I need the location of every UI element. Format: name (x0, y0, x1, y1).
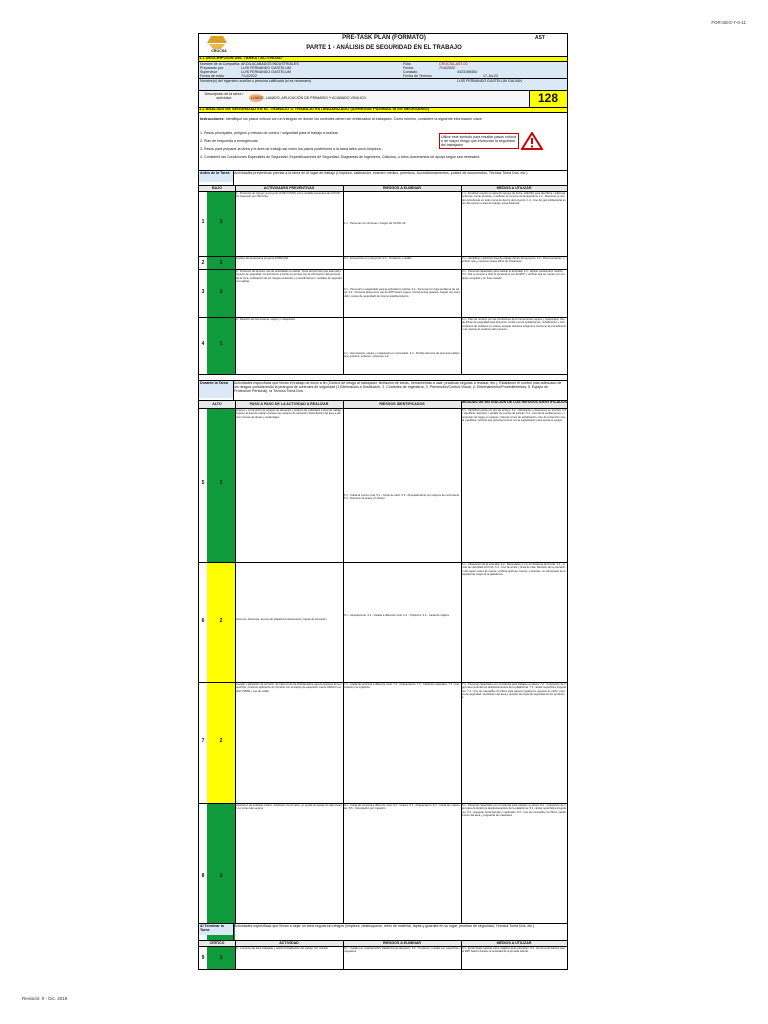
section-1-1-heading: 1.1 DESCRIPCION DEL TAREA / ACTIVIDAD (199, 56, 567, 61)
row-number: 6 (201, 618, 205, 624)
supervisor-value: LUIS FERNANDO GASTELUM (241, 70, 291, 74)
risk-cell: 6.1 - Atrapamiento. 6.2 - Caídas a diferente nivel. 6.3 - Tropiezos. 6.4 - Caída de objetos. (344, 614, 450, 617)
assistant-label: Nombre(s) del ingeniero auxiliar o persona calificada (si es necesario) (200, 79, 312, 83)
after-col-means: MEDIOS A UTILIZAR (496, 941, 532, 945)
row-number: 7 (201, 738, 205, 744)
revision-note: Revisión: 0 - Dic. 2019 (22, 996, 68, 1001)
risk-level-cell: 1 (207, 256, 235, 269)
before-task-label: Antes de la Tarea (199, 170, 233, 182)
during-col-level: ALTO (212, 402, 222, 406)
instruction-item-2: 2. Plan de respuesta a emergencias. (200, 139, 259, 143)
pre-task-plan-sheet (198, 33, 568, 970)
risk-level-cell: 1 (207, 408, 235, 562)
logo-text: CROCSA (211, 49, 227, 53)
form-code: AST (535, 35, 545, 41)
row-number: 8 (201, 873, 205, 879)
activity-cell: 3.- Protocolo de la tarea, uso de actividades a realizar. Toma del permiso que sean del proyecto de seguridad. Conocimiento a bordo el permiso con la información del personal de la zona, verificación de los riesgos existentes y procedimientos / medidas de seguridad a realizar. (236, 270, 342, 283)
risk-cell: 4.1 - Herramienta, equipo y maquinaria en mal estado. 4.2 - Posible derrame de químicos peligrosos, guantes, andeces, solventes, etc. (344, 352, 460, 359)
activity-cell: 9.- Limpieza del área trabajada y retirar la finalización del trabajo (re) retirado. (236, 947, 329, 950)
means-cell: 5.1 - Identificar pasos por tipo de terreno. 5.2 - Hidratación y descansos en sombra. 5.3 - Identificar, delimitar y señalar los puntos de tránsito. 5.4 - Uso de kit antiderrames y contención de fugas en equipos. Colocar conos de señalización. Uso de protección visual y auditiva; verificar que personal cuente con la capacitación para operar el equipo. (462, 409, 566, 422)
instruction-item-1: 1. Pasos principales, peligros y método de control / seguridad para el trabajo a realizar. (200, 131, 339, 135)
means-cell: 9.1 - Evitar dejar material sobre plataforma de elevación. 9.2 - El personal deberá usar el EPP básico durante la actividad de la jornada laboral. (462, 947, 565, 954)
activity-cell: Ingreso del personal al proyecto FORCOSA (236, 257, 289, 260)
prepared-value: LUIS FERNANDO GASTELUM (241, 66, 291, 70)
start-date-value: 7/14/2022 (241, 74, 257, 78)
date-value: 7/14/2022 (439, 66, 455, 70)
risk-cell: 8.1 - Caída de personal a diferente nivel. 8.2 - Golpes. 8.3 - Atrapamiento. 8.4 - Caída de materiales. 8.5 - Intoxicación por ingestión. (344, 804, 460, 811)
warning-triangle-icon (521, 132, 543, 150)
means-cell: 7.1 - Personal capacitado con constancia para trabajos en altura. 7.2 - Colocación de rigid para controlar los desplazamientos de la plataforma. 7.3 - Evitar superficies irregulares. 7.4 - Uso de mascarilla con filtros para vapores orgánicos, guantes de nitrilo y lentes de seguridad. Ventilación del área y revisión de hojas de seguridad de los productos. (462, 683, 566, 700)
risk-level-cell: 1 (207, 803, 235, 951)
risk-level-cell: 1 (207, 269, 235, 317)
after-col-level: CRÍTICO (209, 941, 225, 945)
during-col-activity: PASO A PASO DE LA ACTIVIDAD A REALIZAR (249, 402, 329, 406)
contact-label: Contacto (403, 70, 418, 74)
form-title: PRE-TASK PLAN (FORMATO) (342, 35, 426, 41)
during-task-label: Durante la Tarea (199, 380, 233, 398)
row-number: 1 (201, 219, 205, 225)
means-cell: 3.1 - Personal capacitado para realizar la actividad. 3.2 - Aplicar cuestionario médico. 3.3 - Dar a conocer a todo el personal el uso de EPP y verificar que se cuente con el equipo completo y en buen estado. (462, 270, 565, 280)
risk-level-cell: 1 (207, 191, 235, 256)
activity-cell: Lavado y aplicación de primario. Se hará el uso de hidrolavadora para la limpieza de la superficie, posterior aplicación de primario con el equipo de aspersión marca GRACO modelo 795/59 y uso de rodillo. (236, 683, 342, 693)
prepared-label: Preparado por: (200, 66, 224, 70)
before-col-risk: RIESGOS A ELIMINAR (382, 186, 422, 190)
instructions-label: Instrucciones: (200, 117, 225, 121)
after-task-description: Actividades específicas que llevan a dejar un área segura sin riesgos (limpieza, desbloqueos, retiro de material, tapas y guardas en su lugar, pruebas de seguridad, Técnica Toma Dos, etc.). (234, 924, 536, 928)
activity-cell: Ingreso y movimiento de equipos de elevación y acarreo de materiales a área de trabajo. Ingreso al área de trabajo durante uso equipos de elevación. Delimitación del área a laborar. Acceso de tijeras y andamiajes. (236, 409, 342, 419)
company-label: Nombre de la Compañía: (200, 62, 241, 66)
company-logo (199, 34, 239, 56)
after-col-risk: RIESGOS A ELIMINAR (382, 941, 422, 945)
supervisor-label: Supervisor (200, 70, 218, 74)
means-cell: 8.1 - Personal capacitado con constancia para trabajos en altura. 8.2 - Colocación de rigid para controlar los desplazamientos de la plataforma. 8.3 - Evitar superficies irregulares. 8.4 - Asegurar herramientas y materiales. 8.5 - Uso de mascarilla con filtros, señalización del área y resguardo de materiales. (462, 804, 566, 817)
during-col-risk: RIESGOS IDENTIFICADOS (379, 402, 425, 406)
after-col-activity: ACTIVIDAD (279, 941, 299, 945)
activity-cell: 1.- Protocolo de ingreso al proyecto (FOR-COVID) como medida preventiva del COVID-19 requerido por CROCSA. (236, 192, 341, 199)
task-description-value: LIJADO, LAVADO, APLICACIÓN DE PRIMARIO Y ACABADO VINILICO (251, 96, 366, 100)
risk-cell: 1.1 - Personal con síntomas / riesgos de COVID-19. (344, 222, 406, 225)
before-col-means: MEDIOS A UTILIZAR (496, 186, 532, 190)
row-number: 4 (201, 341, 205, 347)
risk-cell: 7.1 - Caída de personal a diferente nivel. 7.2 - Atrapamiento. 7.3 - Caída de materiales. 7.4 - Intoxicación por ingestión. (344, 683, 460, 690)
start-date-label: Fecha de inicio (200, 74, 225, 78)
means-cell: 1.1 - El ubicar reporte en atención tiempo de fecha. (CECID) para identificar / adicional sintomas; tomar pruebas y medición en la toma de temperatura; 1.2 - Mantener el uso del cubrebocas en todo momento dentro del proyecto; 1.3 - Uso del gel antibacterial antes del ingreso a área de trabajo, sana distancia. (462, 192, 566, 205)
before-task-description: Actividades preventivas previas a la tarea en el lugar de trabajo (Limpieza, calibración, examen médico, permisos, Acondicionamientos, postes de documentos, Técnica Toma Dos, etc.). (234, 171, 529, 175)
activity-cell: Ascenso, descenso, acceso de plataforma telescópica y tijeras de elevación. (236, 618, 328, 621)
after-task-label: Al Terminar la Tarea (199, 923, 233, 935)
during-task-description: Actividades específicas que llevan el trabajo de inicio a fin (Control de riesgo al trabajador, limitación de áreas, herramientas a usar, prácticas seguras a realizar, etc.). Establecer el control más adecuado de los riesgos considerando la jerarquía de controles de seguridad (1.Eliminación a Sustitución, 2. Controles de Ingeniería, 3. Prevención/Control Visual, 4. Entrenamiento/Procedimientos, 5. Equipo de Protección Personal), la Técnica Toma Dos. (234, 381, 562, 393)
contact-value: 4423198454 (457, 70, 477, 74)
company-value: AKOA ACABADOS INDUSTRIALES (241, 62, 299, 66)
row-number: 2 (201, 260, 205, 266)
section-1-2-heading: 1.2 ANALISIS DE SEGURIDAD EN EL TRABAJO O TRABAJO ESTANDARIZADO (AGREGUE PÁGINAS SI ES NECESARIO) (199, 107, 567, 112)
row-number: 3 (201, 289, 205, 295)
means-cell: 6.1 - Adaptación de la actividad. 6.2 - Barandales a 1 m de distancia del borde. 6.3 - Límite de velocidad 10 Km/h. 6.4 - Uso de arnés y línea de vida. Revisión de la operación del equipo antes de usarse, verificar alarmas, frenos y controles, no sobrepasar la capacidad de carga de la plataforma. (462, 563, 566, 576)
risk-cell: 5.1 - Caída al mismo nivel. 5.2 - Golpe de calor. 5.3 - Atropellamiento por equipos de movimiento. 5.4 - Derrame de aceite y/o diésel. (344, 494, 460, 501)
end-date-label: Fecha de Termino (403, 74, 432, 78)
critical-step-warning: Utilice este símbolo para resaltar pasos críticos o de mayor riesgo que involucran la seguridad del trabajador (439, 133, 519, 149)
activity-cell: 4.- Revisión de herramienta, equipo y maquinaria. (236, 318, 296, 321)
row-number: 5 (201, 480, 205, 486)
risk-score: 128 (529, 90, 567, 107)
instruction-item-3: 3. Pasos para preparar la tarea y el área de trabajo así como los pasos posteriores a la tarea tales como limpieza. (200, 147, 382, 151)
risk-level-cell: 2 (207, 562, 235, 682)
before-col-level: BAJO (212, 186, 222, 190)
folio-label: Folio (403, 62, 411, 66)
instructions-text (200, 117, 530, 121)
activity-cell: Aplicación de acabado vinílico. Aplicación de primario, en ayuda de equipo de alta presión en zona más segura. (236, 804, 342, 811)
risk-cell: 2.1 - Encuentros en el proyecto. 2.2 - Tropiezos y caídas. (344, 257, 413, 260)
risk-level-cell: 1 (207, 317, 235, 374)
risk-level-cell: 2 (207, 682, 235, 803)
before-col-activity: ACTIVIDADES PREVENTIVAS (263, 186, 315, 190)
assistant-value: LUIS FERNANDO GASTELUM GALVAN (457, 79, 522, 83)
folio-value: CROCSA-AST-00 (439, 62, 468, 66)
means-cell: 4.1 - Plan de revisión por las condiciones de la herramienta, equipo y maquinaria. Uso de fichas de seguridad para químicos; contar con kit antiderrames, señalización y contenedores de residuos en el área; separar residuos peligrosos conforme al procedimiento de manejo de residuos del proyecto. (462, 318, 566, 331)
means-cell: 2.1 - Identificar y delimitar área de trabajo dentro del proyecto. 2.2 - Personal atento, verificar ruta y mantener áreas libres de obstáculos. (462, 257, 565, 264)
instructions-body: Identifique los pasos críticos con un triangulo en donde los controles deben ser enfatizados al trabajador. Como mínimo, considere la siguiente información clave: (225, 117, 483, 121)
document-code: FOR-SEG-7-0-11 (711, 20, 746, 25)
form-subtitle: PARTE 1 - ANÁLISIS DE SEGURIDAD EN EL TRABAJO (306, 45, 462, 51)
end-date-value: 17-Jul-22 (483, 74, 498, 78)
date-label: Fecha (403, 66, 413, 70)
risk-cell: 3.1 - Personal no capacitado para la actividad a realizar. 3.2 - Personal con bajo problema de salud. 3.3 - Personal desconoce uso de EPP básico (casco, herramientas guantes, zapato con casquillo y lentes de seguridad) del mismo establecimiento. (344, 288, 460, 298)
task-description-label: Descripción de la tarea / actividad: (204, 92, 244, 100)
during-col-means: MEDIDAS DE MITIGACION DE LOS RIESGOS IDENTIFICADOS (461, 400, 567, 404)
row-number: 9 (201, 955, 205, 961)
instruction-item-4: 4. Considere las Condiciones Especiales de Seguridad, Especificaciones de Seguridad, Diagramas de Ingeniería, Cálculos, u otros documentos de apoyo según sea necesario. (200, 155, 481, 159)
risk-cell: 9.1 - Caídas por material sobre plataforma de elevación. 9.2 - Tropiezos y caídas por superficies irregulares. (344, 947, 460, 954)
risk-level-cell: 1 (207, 946, 235, 969)
